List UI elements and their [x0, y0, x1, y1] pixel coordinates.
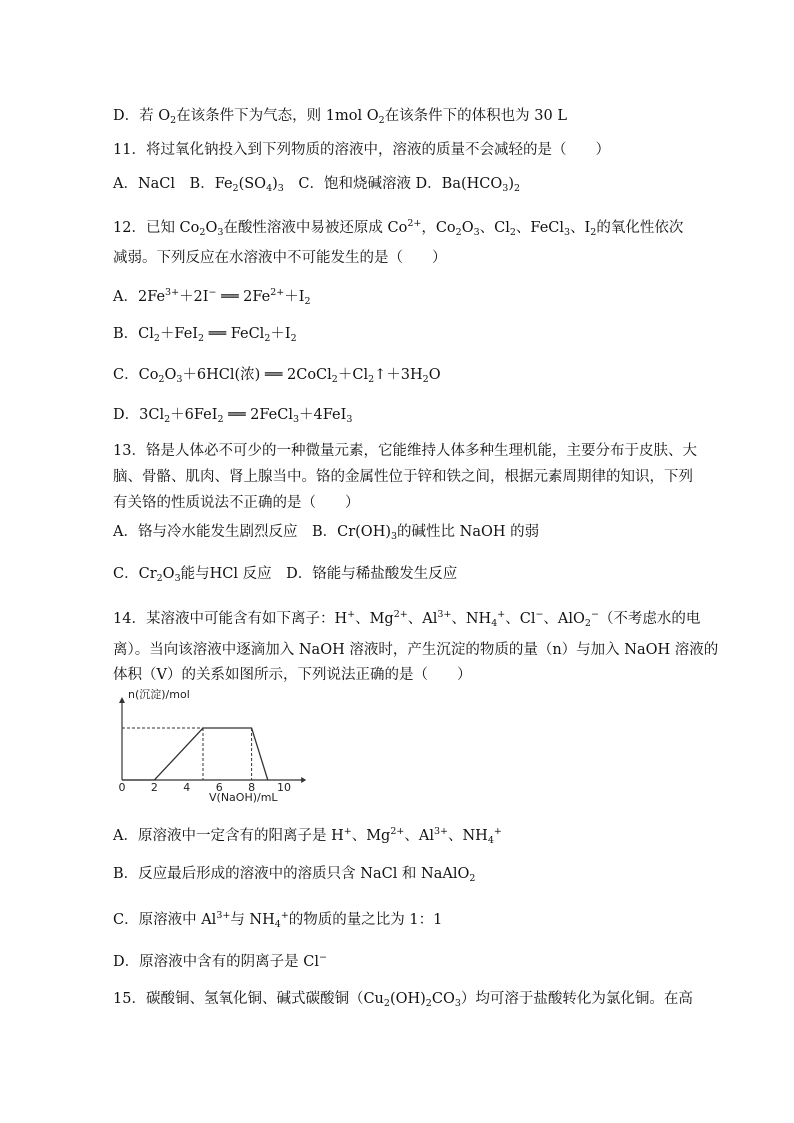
q14-option-d: D．原溶液中含有的阴离子是 Cl−: [113, 952, 327, 970]
q15-stem-line1: 15．碳酸铜、氢氧化铜、碱式碳酸铜$(Cu_2(OH)_2CO_3)$均可溶于盐酸转化为氯化铜。在高: [113, 991, 693, 1009]
precipitate-volume-chart: [113, 688, 313, 804]
x-axis-arrow: [301, 777, 306, 783]
x-tick-label-0: 0: [118, 781, 126, 794]
x-tick-label-4: 4: [183, 781, 191, 794]
q12-option-d: D．$3Cl_2+6FeI_2$ ══ 2FeCl$_3$＋4FeI$_3$: [113, 407, 353, 425]
q13-options-ab: A．铬与冷水能发生剧烈反应 B．$Cr(OH)_3$的碱性比 NaOH 的弱: [113, 524, 540, 542]
q14-stem-line1: 14．某溶液中可能含有如下离子：H+、$Mg^{2+}$、$Al^{3+}$、$NH_4^+$、Cl−、AlO$_2$−（不考虑水的电: [113, 609, 701, 629]
q12-option-c: C．$Co_2O_3+6HCl$(浓) ══ $2CoCl_2+Cl_2↑+3H_2O$: [113, 367, 441, 385]
q12-option-a: A．$2Fe^{3+}+2I^-$ ══ $2Fe^{2+}+I_2$: [113, 287, 311, 307]
q14-stem-line3: 体积（V）的关系如图所示，下列说法正确的是（ ）: [113, 667, 472, 683]
q12-stem-line1: 12．已知 $Co_2O_3$在酸性溶液中易被还原成 $Co^{2+}$，$Co_2O_3$、$Cl_2$、FeCl$_3$、$I_2$的氧化性依次: [113, 218, 684, 238]
q13-stem-line2: 脑、骨骼、肌肉、肾上腺当中。铬的金属性位于锌和铁之间，根据元素周期律的知识，下列: [113, 469, 693, 485]
q10-option-d: D．若 $O_2$在该条件下为气态，则 1mol $O_2$在该条件下的体积也为 30 L: [113, 108, 567, 126]
y-axis-label: n(沉淀)/mol: [128, 688, 190, 701]
q14-stem-line2: 离）。当向该溶液中逐滴加入 NaOH 溶液时，产生沉淀的物质的量（n）与加入 NaOH 溶液的: [113, 642, 719, 658]
q13-stem-line3: 有关铬的性质说法不正确的是（ ）: [113, 495, 360, 511]
q14-option-b: B．反应最后形成的溶液中的溶质只含 NaCl 和 NaAlO$_2$: [113, 866, 476, 884]
q11-options: A．NaCl B．$Fe_2(SO_4)_3$ C．饱和烧碱溶液 D．$Ba(HCO_3)_2$: [113, 176, 521, 194]
x-tick-label-2: 2: [150, 781, 158, 794]
q12-stem-line2: 减弱。下列反应在水溶液中不可能发生的是（ ）: [113, 250, 447, 266]
x-tick-label-6: 6: [215, 781, 223, 794]
q13-options-cd: C．$Cr_2O_3$能与HCl 反应 D．铬能与稀盐酸发生反应: [113, 566, 458, 584]
q13-stem-line1: 13．铬是人体必不可少的一种微量元素，它能维持人体多种生理机能，主要分布于皮肤、大: [113, 443, 697, 459]
precipitate-line: [122, 728, 268, 780]
x-tick-label-8: 8: [248, 781, 256, 794]
q12-option-b: B．$Cl_2+FeI_2$ ══ $FeCl_2+I_2$: [113, 326, 297, 344]
q14-option-c: C．原溶液中 $Al^{3+}$与 $NH_4^+$的物质的量之比为 1：1: [113, 910, 443, 930]
x-tick-label-10: 10: [277, 781, 291, 794]
q14-option-a: A．原溶液中一定含有的阳离子是 H+、$Mg^{2+}$、$Al^{3+}$、$NH_4^+$: [113, 826, 502, 846]
q11-stem: 11．将过氧化钠投入到下列物质的溶液中，溶液的质量不会减轻的是（ ）: [113, 142, 610, 158]
y-axis-arrow: [119, 697, 125, 703]
x-axis-label: V(NaOH)/mL: [209, 791, 278, 804]
